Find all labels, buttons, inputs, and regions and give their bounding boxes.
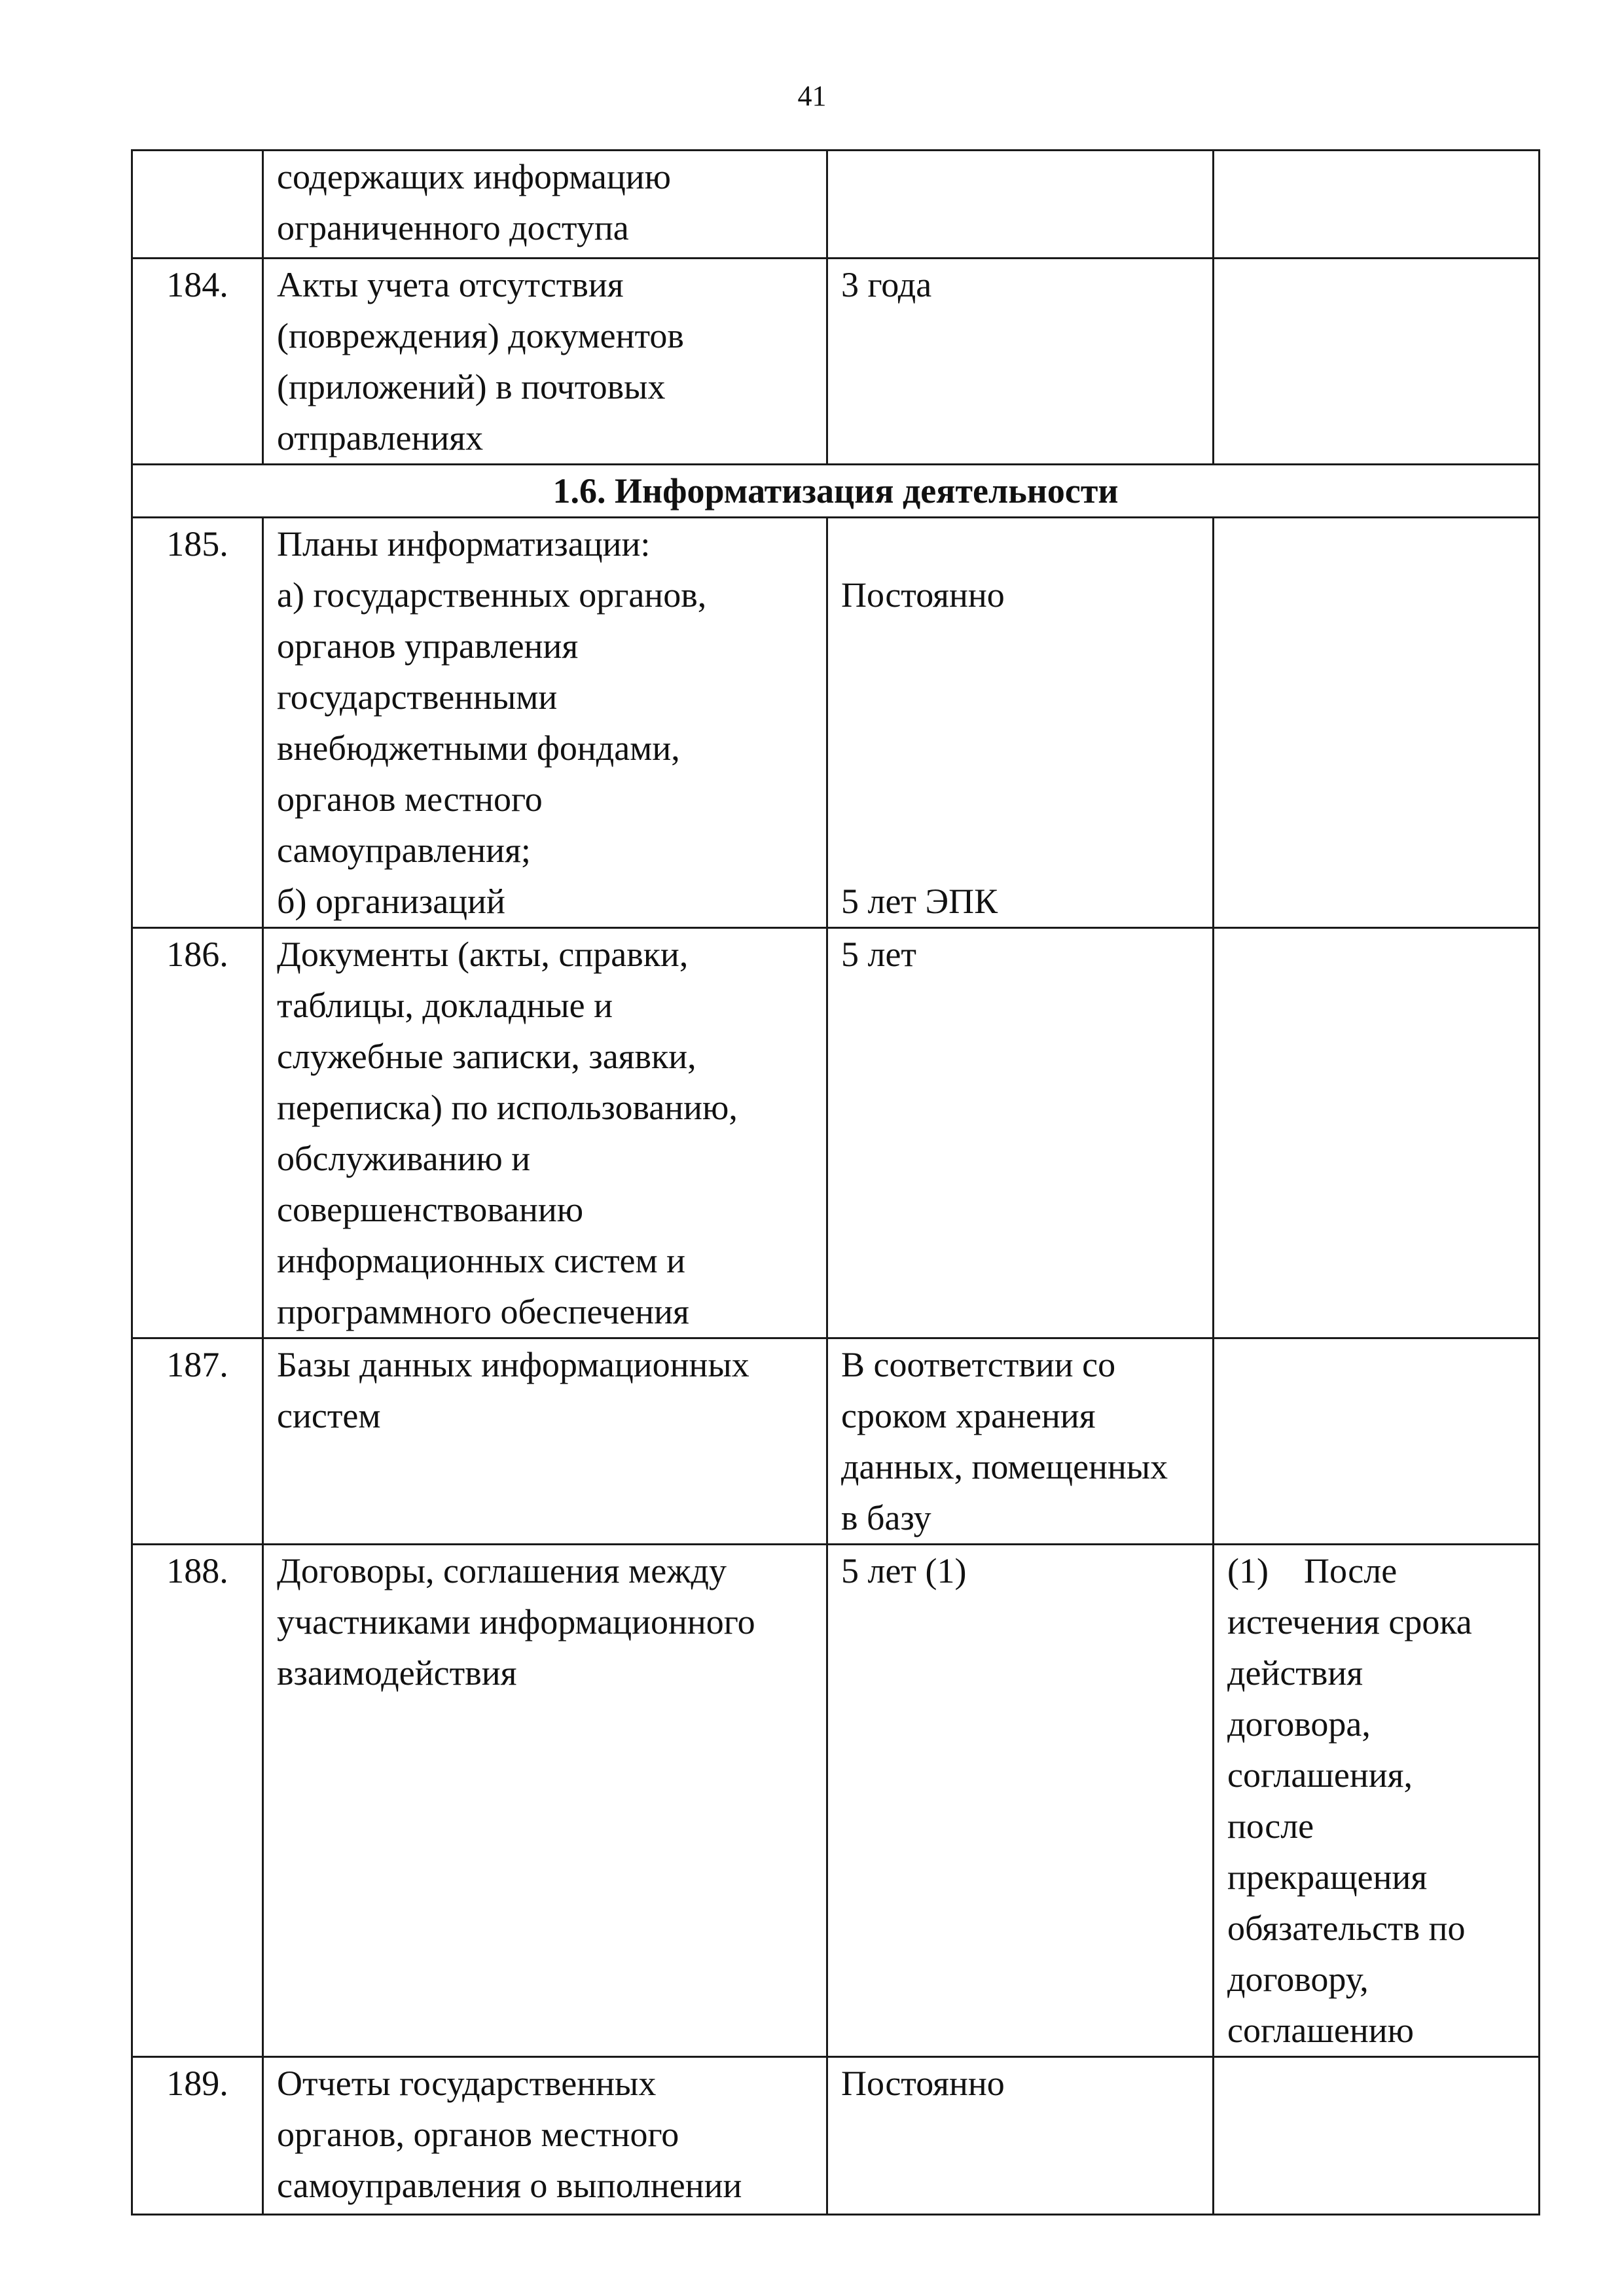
cell-term <box>827 259 1214 465</box>
title-line: информационных систем и <box>277 1241 686 1280</box>
term-line: данных, помещенных <box>841 1447 1168 1486</box>
table-row-188 <box>132 1545 1540 2057</box>
title-line: ограниченного доступа <box>277 208 629 247</box>
term-text: 5 лет <box>841 935 917 974</box>
section-title: 1.6. Информатизация деятельности <box>132 465 1540 518</box>
title-line: отправлениях <box>277 418 484 457</box>
cell-term <box>827 928 1214 1338</box>
note-line: обязательств по <box>1227 1909 1466 1948</box>
cell-note <box>1214 1545 1540 2057</box>
term-text: 3 года <box>841 265 932 304</box>
cell-num: 188. <box>132 1545 263 2057</box>
term-spacer <box>841 672 1199 723</box>
title-line: Документы (акты, справки, <box>277 935 689 974</box>
cell-note <box>1214 151 1540 259</box>
cell-num: 187. <box>132 1338 263 1545</box>
title-line: содержащих информацию <box>277 157 671 196</box>
title-line: систем <box>277 1396 381 1435</box>
cell-title <box>263 928 827 1338</box>
title-line: а) государственных органов, <box>277 575 707 615</box>
term-text: 5 лет (1) <box>841 1551 967 1590</box>
cell-term <box>827 1338 1214 1545</box>
table-row-continuation <box>132 151 1540 259</box>
cell-num: 185. <box>132 518 263 928</box>
title-line: обслуживанию и <box>277 1139 531 1178</box>
title-line: органов управления <box>277 626 579 666</box>
cell-title <box>263 1545 827 2057</box>
title-line: Договоры, соглашения между <box>277 1551 727 1590</box>
term-line: в базу <box>841 1498 931 1537</box>
term-text-b: 5 лет ЭПК <box>841 882 998 921</box>
title-line: совершенствованию <box>277 1190 584 1229</box>
term-line: В соответствии со <box>841 1345 1116 1384</box>
cell-note <box>1214 2057 1540 2215</box>
section-header-row <box>132 465 1540 518</box>
title-line: (повреждения) документов <box>277 316 684 355</box>
note-line: после <box>1227 1806 1314 1846</box>
table-row-189 <box>132 2057 1540 2215</box>
title-line: служебные записки, заявки, <box>277 1037 696 1076</box>
cell-num <box>132 151 263 259</box>
title-line: таблицы, докладные и <box>277 986 613 1025</box>
cell-num: 186. <box>132 928 263 1338</box>
cell-note <box>1214 259 1540 465</box>
title-line: самоуправления о выполнении <box>277 2166 742 2205</box>
title-line: самоуправления; <box>277 831 531 870</box>
table-row-187 <box>132 1338 1540 1545</box>
cell-title <box>263 518 827 928</box>
term-text-a: Постоянно <box>841 575 1005 615</box>
cell-title <box>263 259 827 465</box>
title-line: органов, органов местного <box>277 2115 679 2154</box>
term-spacer <box>841 620 1199 672</box>
title-line: Базы данных информационных <box>277 1345 749 1384</box>
term-spacer <box>841 723 1199 774</box>
title-line: программного обеспечения <box>277 1292 689 1331</box>
cell-num: 184. <box>132 259 263 465</box>
cell-note <box>1214 518 1540 928</box>
title-line: государственными <box>277 677 558 717</box>
note-line: действия <box>1227 1653 1363 1693</box>
term-line: сроком хранения <box>841 1396 1096 1435</box>
title-line: взаимодействия <box>277 1653 517 1693</box>
title-line: Акты учета отсутствия <box>277 265 624 304</box>
term-text: Постоянно <box>841 2064 1005 2103</box>
cell-term <box>827 151 1214 259</box>
title-line: (приложений) в почтовых <box>277 367 666 406</box>
term-spacer <box>841 774 1199 825</box>
note-line: соглашения, <box>1227 1755 1413 1795</box>
note-line: соглашению <box>1227 2011 1414 2050</box>
retention-table <box>131 149 1540 2215</box>
cell-term <box>827 1545 1214 2057</box>
cell-title <box>263 2057 827 2215</box>
cell-title <box>263 151 827 259</box>
footnote-lead: (1) После <box>1227 1551 1398 1590</box>
table-row-184 <box>132 259 1540 465</box>
note-line: прекращения <box>1227 1857 1428 1897</box>
title-line: участниками информационного <box>277 1602 755 1641</box>
title-line: б) организаций <box>277 882 505 921</box>
note-line: истечения срока <box>1227 1602 1472 1641</box>
cell-title <box>263 1338 827 1545</box>
cell-term <box>827 2057 1214 2215</box>
title-line: Отчеты государственных <box>277 2064 657 2103</box>
term-spacer <box>841 825 1199 876</box>
note-line: договору, <box>1227 1960 1369 1999</box>
table-row-185 <box>132 518 1540 928</box>
table-row-186 <box>132 928 1540 1338</box>
page-number: 41 <box>797 80 827 112</box>
title-line: Планы информатизации: <box>277 524 651 564</box>
title-line: органов местного <box>277 780 543 819</box>
term-spacer <box>841 518 1199 569</box>
note-line: договора, <box>1227 1704 1371 1744</box>
title-line: внебюджетными фондами, <box>277 728 680 768</box>
cell-note <box>1214 1338 1540 1545</box>
cell-note <box>1214 928 1540 1338</box>
cell-term <box>827 518 1214 928</box>
cell-num: 189. <box>132 2057 263 2215</box>
title-line: переписка) по использованию, <box>277 1088 738 1127</box>
